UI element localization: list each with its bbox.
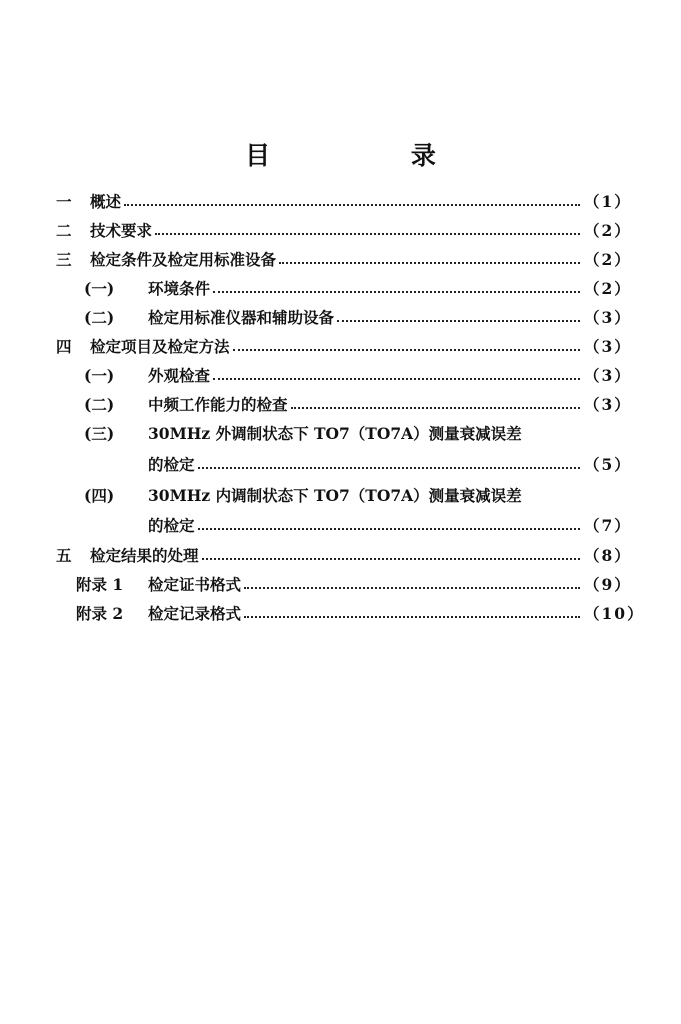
toc-entry-title: 的检定 xyxy=(148,516,195,535)
toc-entry xyxy=(84,389,632,415)
dot-leader xyxy=(291,407,580,409)
toc-entry-page: （2） xyxy=(584,221,632,240)
toc-entry xyxy=(76,569,632,595)
toc-entry-number: (四) xyxy=(84,486,115,505)
toc-entry-page: （1） xyxy=(584,192,632,211)
dot-leader xyxy=(337,320,580,322)
toc-entry xyxy=(84,273,632,299)
toc-entry-title: 30MHz 内调制状态下 TO7（TO7A）测量衰减误差 xyxy=(148,486,522,505)
dot-leader xyxy=(198,467,580,469)
toc-entry-title: 检定结果的处理 xyxy=(90,546,199,565)
toc-entry-title: 技术要求 xyxy=(90,221,153,240)
toc-entry-number: (一) xyxy=(84,366,115,385)
toc-entry-page: （7） xyxy=(584,516,632,535)
toc-entry-title: 检定用标准仪器和辅助设备 xyxy=(148,308,335,327)
toc-entry-title: 中频工作能力的检查 xyxy=(148,395,288,414)
dot-leader xyxy=(244,587,580,589)
toc-entry-number: 附录 1 xyxy=(76,575,124,594)
toc-entry-number: (二) xyxy=(84,395,115,414)
toc-entry-title: 30MHz 外调制状态下 TO7（TO7A）测量衰减误差 xyxy=(148,424,522,443)
toc-entry-page: （3） xyxy=(584,366,632,385)
toc-entry-title: 的检定 xyxy=(148,455,195,474)
toc-entry-number: 四 xyxy=(56,337,72,356)
dot-leader xyxy=(213,291,580,293)
dot-leader xyxy=(124,204,580,206)
dot-leader xyxy=(155,233,580,235)
toc-entry-number: (二) xyxy=(84,308,115,327)
toc-entry-number: (一) xyxy=(84,279,115,298)
toc-entry xyxy=(84,480,624,506)
toc-entry-page: （9） xyxy=(584,575,632,594)
dot-leader xyxy=(233,349,580,351)
dot-leader xyxy=(244,616,580,618)
toc-entry-title: 检定证书格式 xyxy=(148,575,242,594)
toc-entry xyxy=(56,244,632,270)
toc-entry-number: 二 xyxy=(56,221,72,240)
toc-entry xyxy=(76,598,645,624)
toc-entry-page: （2） xyxy=(584,279,632,298)
dot-leader xyxy=(202,558,580,560)
toc-entry xyxy=(148,510,632,536)
toc-entry-number: 五 xyxy=(56,546,72,565)
toc-entry xyxy=(84,302,632,328)
toc-entry xyxy=(84,360,632,386)
dot-leader xyxy=(279,262,580,264)
toc-entry-page: （8） xyxy=(584,546,632,565)
toc-entry-page: （10） xyxy=(584,604,645,623)
page-title: 目 录 xyxy=(245,141,502,170)
toc-entry xyxy=(56,186,632,212)
toc-entry-page: （2） xyxy=(584,250,632,269)
toc-entry-title: 概述 xyxy=(90,192,122,211)
dot-leader xyxy=(213,378,580,380)
toc-entry-page: （3） xyxy=(584,395,632,414)
toc-entry-title: 检定项目及检定方法 xyxy=(90,337,230,356)
toc-entry-page: （3） xyxy=(584,337,632,356)
toc-entry-number: (三) xyxy=(84,424,115,443)
toc-entry xyxy=(84,418,624,444)
toc-entry-title: 检定条件及检定用标准设备 xyxy=(90,250,277,269)
toc-entry-number: 三 xyxy=(56,250,72,269)
toc-entry xyxy=(56,540,632,566)
toc-entry-number: 附录 2 xyxy=(76,604,124,623)
toc-entry-page: （3） xyxy=(584,308,632,327)
toc-entry-number: 一 xyxy=(56,192,72,211)
dot-leader xyxy=(198,528,580,530)
toc-entry xyxy=(148,449,632,475)
toc-entry-title: 环境条件 xyxy=(148,279,211,298)
toc-entry-title: 外观检查 xyxy=(148,366,211,385)
toc-entry-title: 检定记录格式 xyxy=(148,604,242,623)
toc-entry-page: （5） xyxy=(584,455,632,474)
toc-entry xyxy=(56,215,632,241)
toc-entry xyxy=(56,331,632,357)
